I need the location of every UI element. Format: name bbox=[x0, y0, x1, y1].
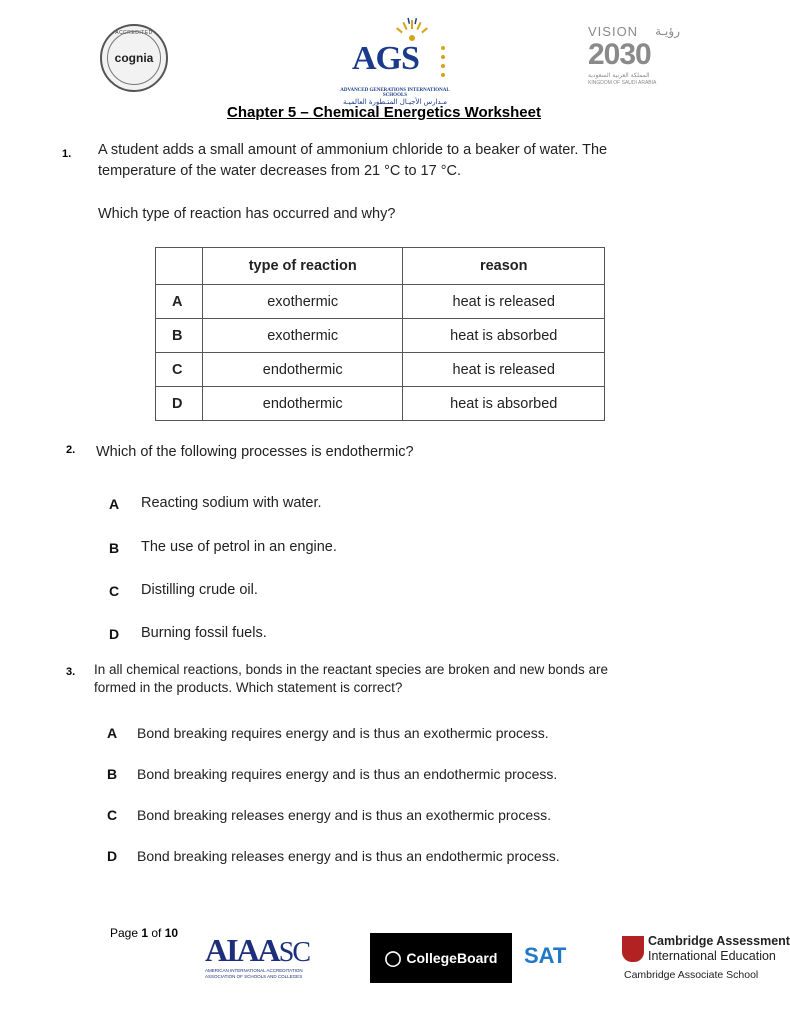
q2-option-text: Burning fossil fuels. bbox=[141, 625, 267, 641]
cambridge-line1: Cambridge Assessment bbox=[648, 934, 790, 948]
reaction-type-cell: endothermic bbox=[202, 387, 403, 421]
option-letter: C bbox=[156, 353, 203, 387]
table-header-cell: type of reaction bbox=[202, 248, 403, 285]
vision-2030-logo bbox=[588, 24, 688, 94]
q1-number: 1. bbox=[62, 148, 72, 160]
sun-icon bbox=[392, 18, 432, 40]
q1-text: A student adds a small amount of ammonium chloride to a beaker of water. The temperature of the water decreases from 21 °C to 17 °C. bbox=[98, 142, 608, 179]
page-of: of bbox=[148, 926, 165, 940]
table-header-cell bbox=[156, 248, 203, 285]
collegeboard-wordmark: CollegeBoard bbox=[406, 950, 498, 966]
table-header-cell: reason bbox=[403, 248, 605, 285]
q3-text-line2: formed in the products. Which statement is correct? bbox=[94, 680, 403, 695]
q3-option-text: Bond breaking requires energy and is thus an endothermic process. bbox=[137, 766, 558, 782]
q3-option-letter: A bbox=[107, 725, 118, 741]
cambridge-logo bbox=[622, 934, 790, 984]
reaction-type-cell: exothermic bbox=[202, 319, 403, 353]
q1-prompt: Which type of reaction has occurred and why? bbox=[98, 206, 396, 222]
cambridge-line2: International Education bbox=[648, 949, 776, 963]
q3-option-letter: D bbox=[107, 848, 118, 864]
aiaasc-name-b: SC bbox=[278, 937, 310, 968]
q2-option-letter: D bbox=[109, 626, 120, 642]
q2-option-letter: C bbox=[109, 583, 120, 599]
option-letter: A bbox=[156, 285, 203, 319]
q3-option-letter: C bbox=[107, 807, 118, 823]
page-indicator bbox=[110, 926, 178, 940]
cognia-ring-text: ACCREDITED bbox=[115, 30, 153, 36]
aiaasc-wordmark bbox=[205, 932, 309, 969]
vision-word: VISION bbox=[588, 24, 639, 39]
ags-subtitle-ar: مـدارس الأجيـال المتـطورة العالميـة bbox=[342, 98, 448, 106]
q3-option-letter: B bbox=[107, 766, 118, 782]
shield-icon bbox=[622, 936, 644, 962]
vision-year: 2030 bbox=[588, 38, 651, 71]
option-letter: B bbox=[156, 319, 203, 353]
page-title: Chapter 5 – Chemical Energetics Worksheet bbox=[226, 104, 541, 121]
q2-option-text: Distilling crude oil. bbox=[141, 582, 258, 598]
vision-kingdom-en: KINGDOM OF SAUDI ARABIA bbox=[588, 80, 657, 86]
cognia-wordmark: cognia bbox=[107, 31, 161, 85]
cambridge-line3: Cambridge Associate School bbox=[624, 969, 759, 981]
q1-answer-table bbox=[155, 247, 605, 421]
aiaasc-name-a: AIAA bbox=[205, 932, 279, 968]
q2-number: 2. bbox=[66, 444, 76, 456]
q3-option-text: Bond breaking releases energy and is thus an endothermic process. bbox=[137, 848, 560, 864]
page-current: 1 bbox=[141, 926, 149, 940]
ags-dots-icon bbox=[438, 44, 448, 84]
aiaasc-logo bbox=[205, 932, 325, 984]
aiaasc-subtitle: AMERICAN INTERNATIONAL ACCREDITATION ASSOCIATION OF SCHOOLS AND COLLEGES bbox=[205, 968, 303, 979]
cognia-logo bbox=[100, 24, 168, 92]
q2-text: Which of the following processes is endothermic? bbox=[96, 444, 414, 460]
q3-option-text: Bond breaking requires energy and is thus an exothermic process. bbox=[137, 725, 549, 741]
page-prefix: Page bbox=[110, 926, 142, 940]
vision-kingdom-ar: المملكة العربية السعودية bbox=[588, 72, 650, 79]
ags-subtitle-en: ADVANCED GENERATIONS INTERNATIONAL SCHOOLS bbox=[340, 88, 450, 98]
table-row bbox=[156, 319, 605, 353]
vision-word-ar: رؤيـة bbox=[655, 24, 680, 38]
ags-logo bbox=[330, 18, 460, 106]
q2-option-text: The use of petrol in an engine. bbox=[141, 539, 337, 555]
page-total: 10 bbox=[164, 926, 179, 940]
ags-wordmark: AGS bbox=[352, 40, 419, 77]
q2-option-letter: A bbox=[109, 496, 120, 512]
table-row bbox=[156, 353, 605, 387]
reaction-type-cell: exothermic bbox=[202, 285, 403, 319]
q3-number: 3. bbox=[66, 666, 76, 678]
q3-text-line1: In all chemical reactions, bonds in the reactant species are broken and new bonds are bbox=[94, 662, 609, 677]
q2-option-text: Reacting sodium with water. bbox=[141, 495, 322, 511]
reason-cell: heat is absorbed bbox=[403, 319, 605, 353]
reason-cell: heat is released bbox=[403, 285, 605, 319]
q3-option-text: Bond breaking releases energy and is thus an exothermic process. bbox=[137, 807, 552, 823]
reason-cell: heat is absorbed bbox=[403, 387, 605, 421]
table-row bbox=[156, 387, 605, 421]
table-header-row bbox=[156, 248, 605, 285]
table-row bbox=[156, 285, 605, 319]
acorn-icon: ◯ bbox=[384, 950, 402, 967]
reason-cell: heat is released bbox=[403, 353, 605, 387]
collegeboard-logo bbox=[370, 933, 512, 983]
sat-logo: SAT bbox=[524, 943, 567, 968]
reaction-type-cell: endothermic bbox=[202, 353, 403, 387]
option-letter: D bbox=[156, 387, 203, 421]
q2-option-letter: B bbox=[109, 540, 120, 556]
